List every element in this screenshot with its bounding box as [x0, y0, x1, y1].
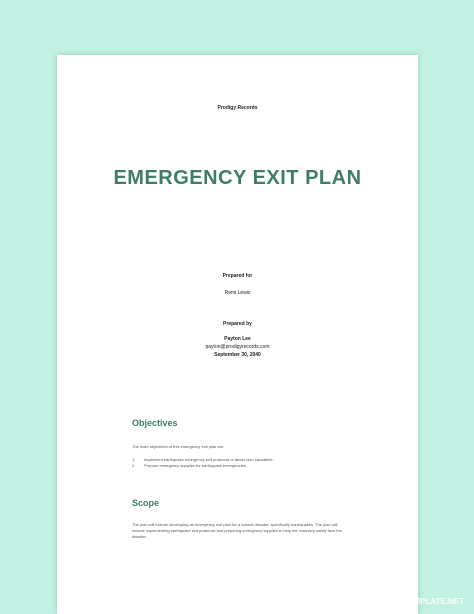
document-date: September 30, 2040	[214, 352, 261, 358]
objectives-heading: Objectives	[132, 418, 178, 428]
objectives-intro: The main objectives of this emergency exit plan are:	[132, 444, 225, 449]
list-item-text: Implement earthquake emergency exit protocols to attain zero casualties.	[144, 457, 274, 462]
prepared-for-label: Prepared for	[222, 273, 253, 279]
template-watermark	[390, 596, 464, 606]
prepared-by-name: Payton Lee	[224, 336, 251, 342]
document-title: EMERGENCY EXIT PLAN	[113, 167, 362, 189]
company-name: Prodigy Records	[217, 105, 258, 111]
scope-heading: Scope	[132, 498, 160, 508]
prepared-for-name: Remi Lewis	[224, 290, 251, 296]
list-item-text: Prepare emergency supplies for earthquake emergencies.	[144, 463, 247, 468]
watermark-text: TEMPLATE.NET	[403, 596, 464, 606]
scope-text: The plan will include developing an emergency exit plan for a natural disaster, specifically earthquakes. The plan will include implementing earthquake exit protocols and preparing emergency supplies to help the company safely face the disaster.	[132, 522, 342, 539]
list-item-number: 1.	[132, 457, 136, 462]
list-item	[132, 463, 352, 469]
prepared-by-label: Prepared by	[223, 321, 252, 327]
document-page	[57, 55, 418, 614]
objectives-list	[132, 457, 352, 469]
list-item-number: 2.	[132, 463, 136, 468]
template-logo-icon	[390, 596, 400, 606]
prepared-by-email: payton@prodigyrecords.com	[205, 344, 270, 350]
